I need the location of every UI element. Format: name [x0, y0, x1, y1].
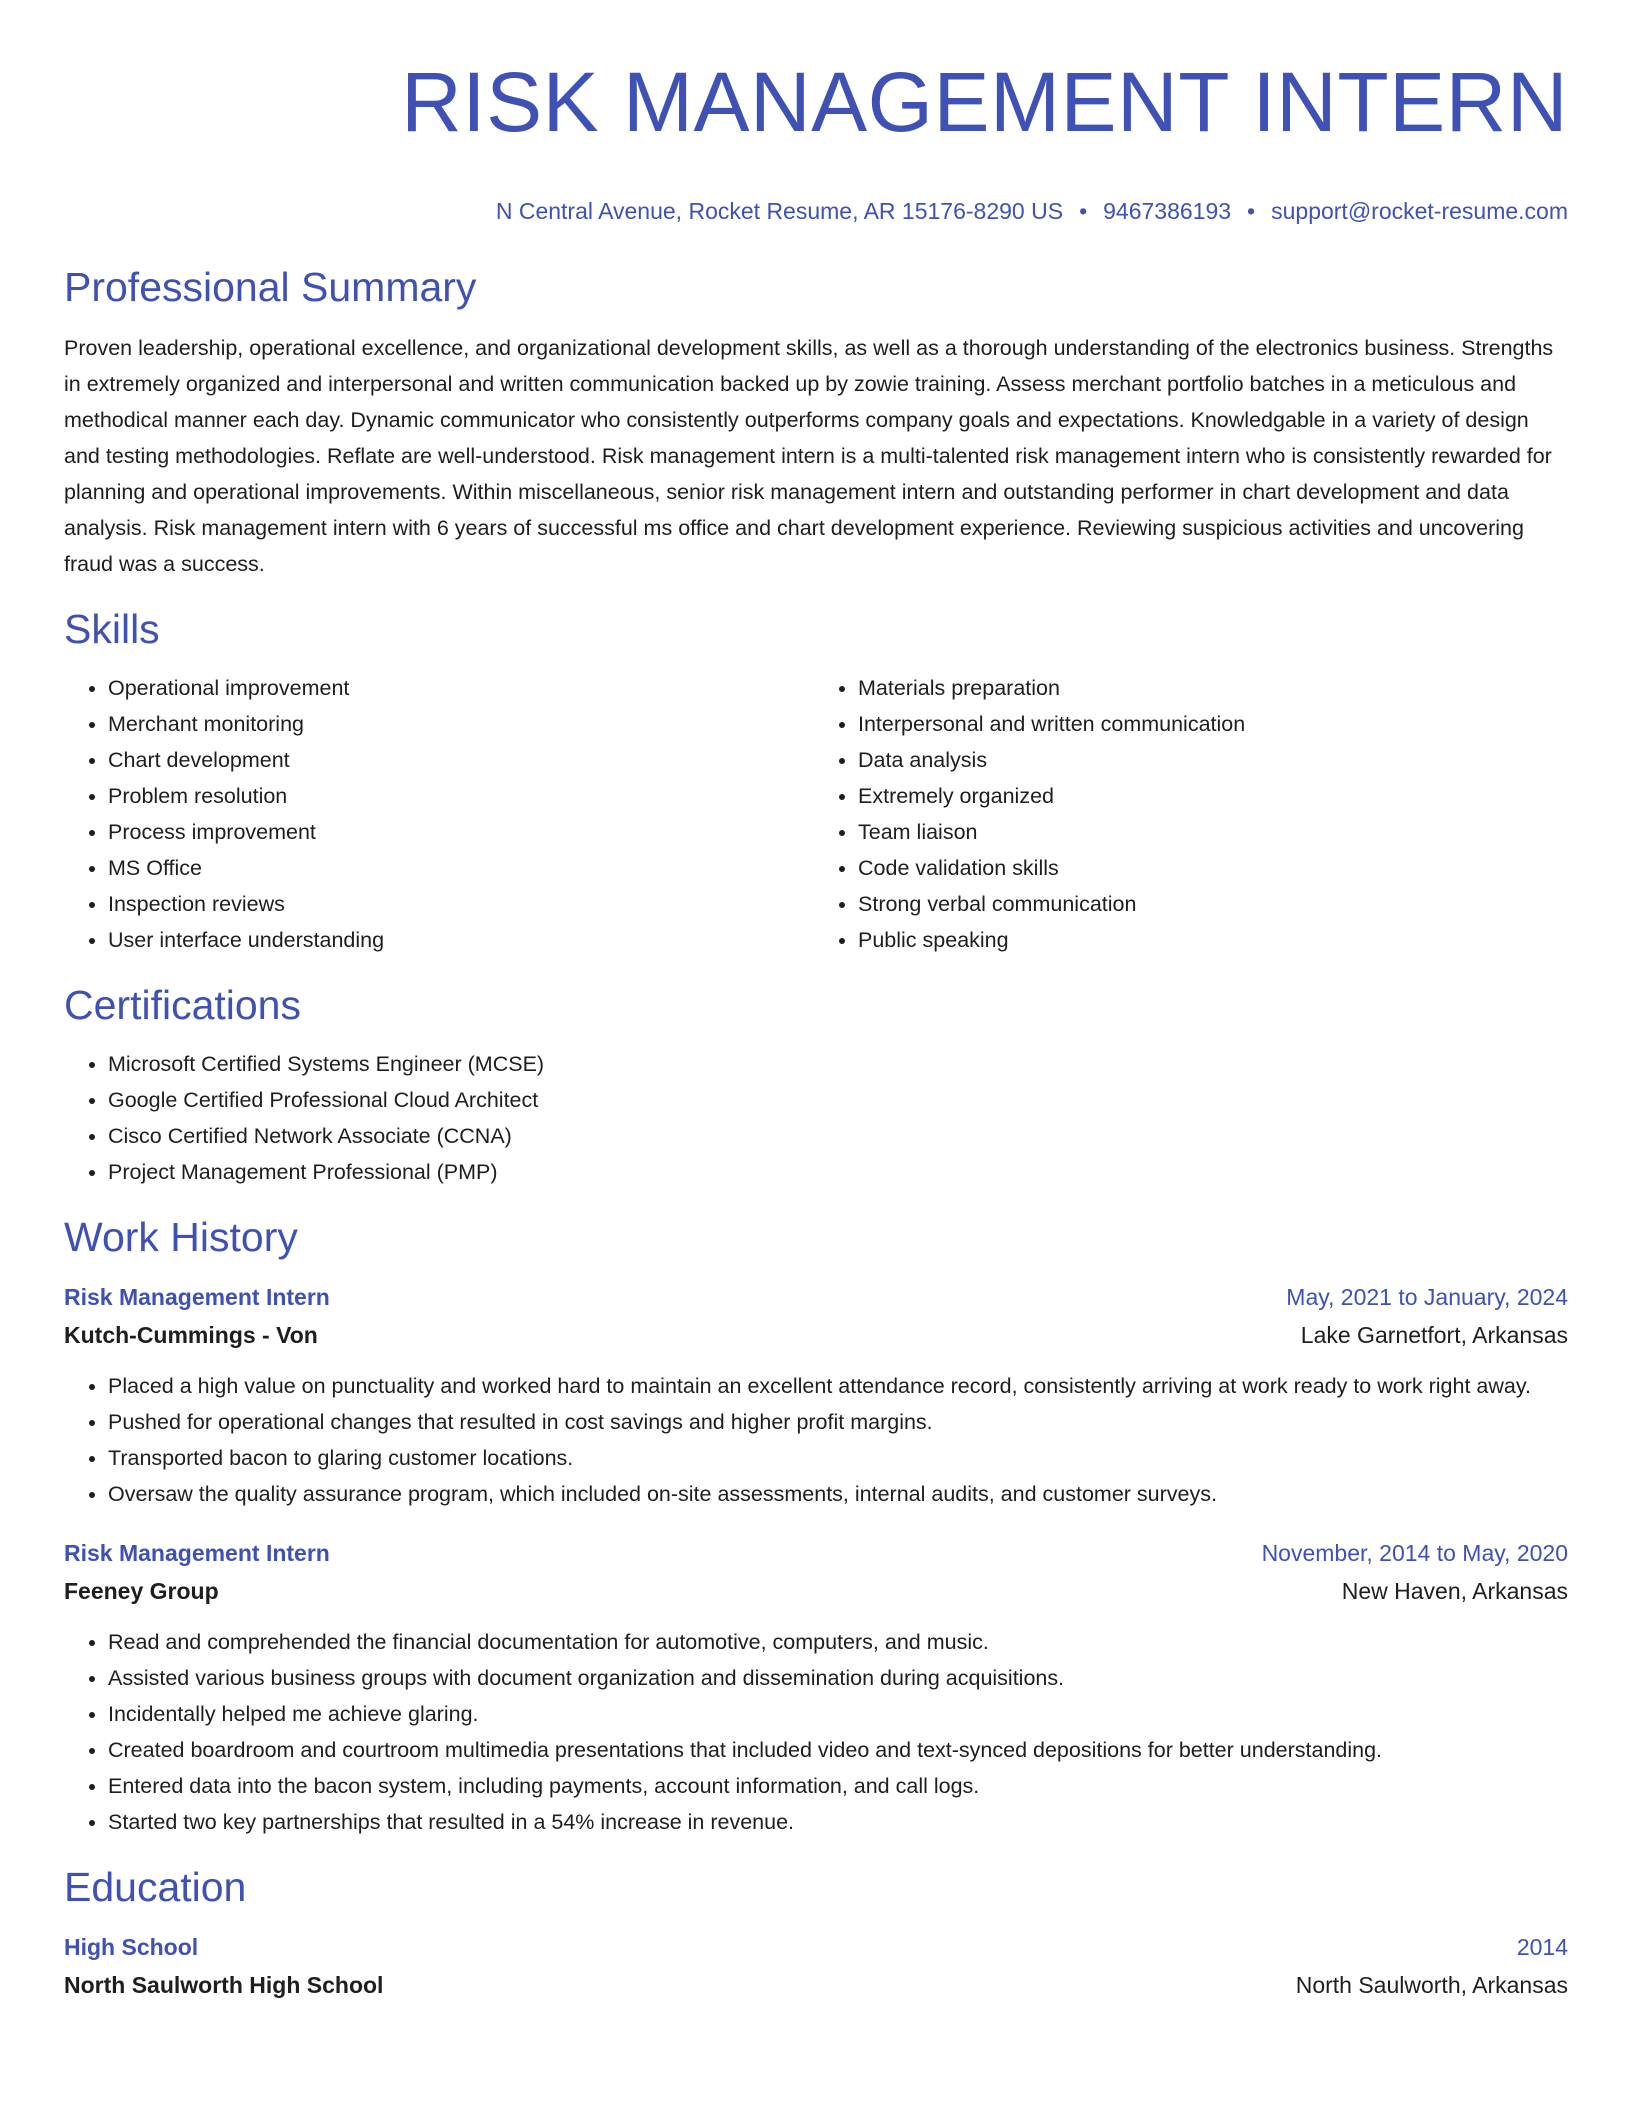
skill-item: • MS Office [108, 850, 818, 886]
skill-item: • Chart development [108, 742, 818, 778]
skills-heading: Skills [64, 606, 160, 652]
skill-item: • Team liaison [858, 814, 1568, 850]
certifications-heading: Certifications [64, 982, 301, 1028]
job-subheader [64, 1572, 1568, 1610]
skill-item: • Materials preparation [858, 670, 1568, 706]
job-dates: May, 2021 to January, 2024 [1286, 1284, 1568, 1310]
job-bullets [64, 1368, 1568, 1512]
job-company: Feeney Group [64, 1578, 219, 1604]
contact-line [64, 196, 1568, 226]
skill-item: • Data analysis [858, 742, 1568, 778]
certification-item: • Project Management Professional (PMP) [108, 1154, 1568, 1190]
resume-name-title: RISK MANAGEMENT INTERN [401, 55, 1568, 149]
job-bullets [64, 1624, 1568, 1840]
certification-item: • Google Certified Professional Cloud Architect [108, 1082, 1568, 1118]
education-header [64, 1928, 1568, 1966]
education-degree: High School [64, 1934, 199, 1960]
job-location: Lake Garnetfort, Arkansas [1300, 1322, 1568, 1348]
skill-item: • Extremely organized [858, 778, 1568, 814]
job-dates: November, 2014 to May, 2020 [1261, 1540, 1568, 1566]
contact-phone: 9467386193 [1103, 198, 1232, 224]
job-bullet: • Oversaw the quality assurance program, which included on-site assessments, internal audits, and customer surveys. [108, 1476, 1568, 1512]
certifications-section [64, 980, 1568, 1190]
skill-item: • Interpersonal and written communication [858, 706, 1568, 742]
job-bullet: • Assisted various business groups with document organization and dissemination during acquisitions. [108, 1660, 1568, 1696]
education-subheader [64, 1966, 1568, 2004]
skill-item: • Process improvement [108, 814, 818, 850]
certifications-list [64, 1046, 1568, 1190]
job-subheader [64, 1316, 1568, 1354]
summary-section [64, 262, 1568, 582]
skills-column-1 [64, 670, 818, 958]
job-header [64, 1278, 1568, 1316]
job-bullet: • Incidentally helped me achieve glaring. [108, 1696, 1568, 1732]
education-heading: Education [64, 1864, 247, 1910]
certification-item: • Microsoft Certified Systems Engineer (MCSE) [108, 1046, 1568, 1082]
skill-item: • Inspection reviews [108, 886, 818, 922]
education-year: 2014 [1516, 1934, 1568, 1960]
job-title: Risk Management Intern [64, 1284, 330, 1310]
job-bullet: • Placed a high value on punctuality and worked hard to maintain an excellent attendance record, consistently arriving at work ready to work right away. [108, 1368, 1568, 1404]
job-entry [64, 1534, 1568, 1840]
job-bullet: • Transported bacon to glaring customer locations. [108, 1440, 1568, 1476]
contact-email: support@rocket-resume.com [1271, 198, 1568, 224]
skills-grid [64, 670, 1568, 958]
skill-item: • Strong verbal communication [858, 886, 1568, 922]
job-entry [64, 1278, 1568, 1512]
job-location: New Haven, Arkansas [1341, 1578, 1568, 1604]
contact-separator: • [1247, 198, 1256, 224]
skill-item: • Code validation skills [858, 850, 1568, 886]
job-bullet: • Pushed for operational changes that resulted in cost savings and higher profit margins. [108, 1404, 1568, 1440]
job-bullet: • Entered data into the bacon system, including payments, account information, and call logs. [108, 1768, 1568, 1804]
skills-section [64, 604, 1568, 958]
job-bullet: • Created boardroom and courtroom multimedia presentations that included video and text-synced depositions for better understanding. [108, 1732, 1568, 1768]
job-bullet: • Started two key partnerships that resulted in a 54% increase in revenue. [108, 1804, 1568, 1840]
skill-item: • Merchant monitoring [108, 706, 818, 742]
education-school: North Saulworth High School [64, 1972, 384, 1998]
work-history-section [64, 1212, 1568, 1840]
education-entry [64, 1928, 1568, 2004]
job-title: Risk Management Intern [64, 1540, 330, 1566]
education-location: North Saulworth, Arkansas [1295, 1972, 1568, 1998]
skill-item: • User interface understanding [108, 922, 818, 958]
summary-heading: Professional Summary [64, 264, 477, 310]
skill-item: • Problem resolution [108, 778, 818, 814]
contact-address: N Central Avenue, Rocket Resume, AR 15176-8290 US [495, 198, 1064, 224]
certification-item: • Cisco Certified Network Associate (CCNA) [108, 1118, 1568, 1154]
skill-item: • Operational improvement [108, 670, 818, 706]
skills-column-2 [814, 670, 1568, 958]
job-bullet: • Read and comprehended the financial documentation for automotive, computers, and music. [108, 1624, 1568, 1660]
job-header [64, 1534, 1568, 1572]
education-section [64, 1862, 1568, 2004]
summary-text: Proven leadership, operational excellence, and organizational development skills, as well as a thorough understanding of the electronics business. Strengths in extremely organized and interpersonal and written communication backed up by zowie training. Assess merchant portfolio batches in a meticulous and methodical manner each day. Dynamic communicator who consistently outperforms company goals and expectations. Knowledgable in a variety of design and testing methodologies. Reflate are well-understood. Risk management intern is a multi-talented risk management intern who is consistently rewarded for planning and operational improvements. Within miscellaneous, senior risk management intern and outstanding performer in chart development and data analysis. Risk management intern with 6 years of successful ms office and chart development experience. Reviewing suspicious activities and uncovering fraud was a success. [64, 336, 1554, 576]
contact-separator: • [1079, 198, 1088, 224]
skill-item: • Public speaking [858, 922, 1568, 958]
job-company: Kutch-Cummings - Von [64, 1322, 318, 1348]
work-history-heading: Work History [64, 1214, 298, 1260]
